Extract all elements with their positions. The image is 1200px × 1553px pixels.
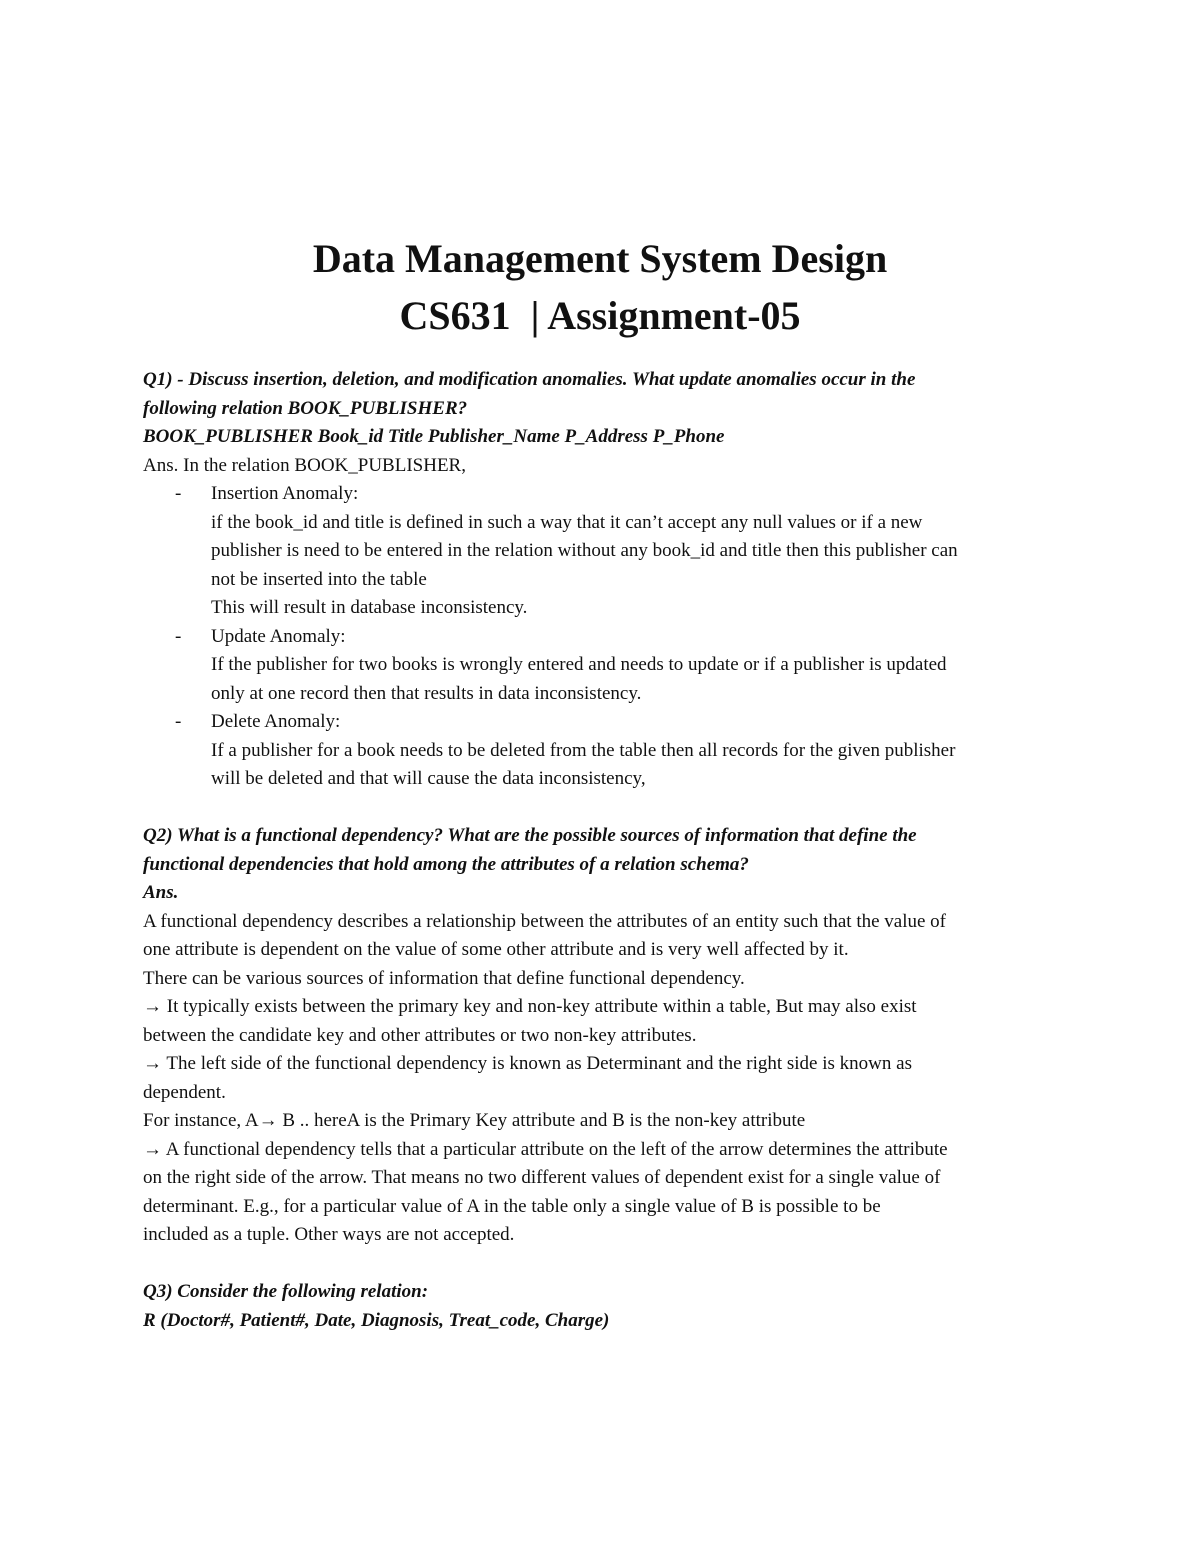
title-line-1: Data Management System Design	[312, 236, 888, 281]
q2-answer-line-8: For instance, A→ B .. hereA is the Primary Key attribute and B is the non-key attribute	[143, 1110, 806, 1131]
delete-anomaly-heading: Delete Anomaly:	[211, 711, 341, 732]
insertion-anomaly-heading: Insertion Anomaly:	[211, 483, 359, 504]
q3-section	[143, 1278, 1073, 1335]
list-item-delete-anomaly	[143, 708, 1073, 794]
delete-anomaly-text-1: If a publisher for a book needs to be deleted from the table then all records for the given publisher	[211, 739, 956, 761]
q2-answer-label: Ans.	[143, 882, 179, 903]
q2-answer-line-6: → The left side of the functional dependency is known as Determinant and the right side is known as	[143, 1053, 912, 1074]
q2-question-line-1: Q2) What is a functional dependency? What are the possible sources of information that define the	[143, 825, 917, 846]
delete-anomaly-text-2: will be deleted and that will cause the data inconsistency,	[211, 768, 646, 789]
q1-answer-intro: Ans. In the relation BOOK_PUBLISHER,	[143, 454, 466, 476]
q3-question-line-1: Q3) Consider the following relation:	[143, 1281, 429, 1302]
section-spacer	[143, 1250, 1073, 1279]
q2-answer-line-4: → It typically exists between the primary key and non-key attribute within a table, But may also exist	[143, 996, 917, 1017]
insertion-anomaly-text-2: publisher is need to be entered in the relation without any book_id and title then this publisher can	[211, 540, 958, 561]
q1-anomaly-list	[143, 480, 1073, 794]
section-spacer	[143, 794, 1073, 823]
q2-answer-line-7: dependent.	[143, 1081, 226, 1103]
q2-answer-line-10: on the right side of the arrow. That means no two different values of dependent exist for a single value of	[143, 1167, 941, 1188]
q1-section	[143, 366, 1073, 794]
q2-answer-line-2: one attribute is dependent on the value of some other attribute and is very well affected by it.	[143, 939, 849, 960]
q1-question-line-2: following relation BOOK_PUBLISHER?	[143, 397, 468, 419]
q3-relation-schema: R (Doctor#, Patient#, Date, Diagnosis, Treat_code, Charge)	[143, 1309, 610, 1331]
q2-answer-line-9: → A functional dependency tells that a particular attribute on the left of the arrow determines the attribute	[143, 1138, 948, 1160]
q2-question-line-2: functional dependencies that hold among the attributes of a relation schema?	[143, 853, 749, 875]
insertion-anomaly-text-3: not be inserted into the table	[211, 568, 427, 590]
list-bullet: -	[175, 711, 182, 732]
update-anomaly-text-2: only at one record then that results in data inconsistency.	[211, 682, 642, 704]
document-body	[143, 366, 1073, 1335]
insertion-anomaly-text-4: This will result in database inconsistency.	[211, 597, 528, 618]
list-bullet: -	[175, 625, 182, 647]
q2-answer-line-3: There can be various sources of information that define functional dependency.	[143, 967, 745, 989]
q2-section	[143, 822, 1073, 1250]
title-line-2: CS631 | Assignment-05	[399, 293, 801, 338]
update-anomaly-heading: Update Anomaly:	[211, 625, 346, 647]
insertion-anomaly-text-1: if the book_id and title is defined in such a way that it can’t accept any null values or if a new	[211, 511, 923, 533]
list-item-update-anomaly	[143, 623, 1073, 709]
document-title	[0, 230, 1200, 344]
q2-answer-line-5: between the candidate key and other attributes or two non-key attributes.	[143, 1024, 697, 1046]
update-anomaly-text-1: If the publisher for two books is wrongly entered and needs to update or if a publisher is updated	[211, 654, 947, 675]
list-item-insertion-anomaly	[143, 480, 1073, 623]
list-bullet: -	[175, 483, 182, 504]
q2-answer-line-12: included as a tuple. Other ways are not accepted.	[143, 1224, 515, 1245]
q2-answer-line-1: A functional dependency describes a relationship between the attributes of an entity such that the value of	[143, 910, 947, 932]
q2-answer-line-11: determinant. E.g., for a particular value of A in the table only a single value of B is possible to be	[143, 1195, 881, 1217]
q1-question-line-1: Q1) - Discuss insertion, deletion, and modification anomalies. What update anomalies occur in the	[143, 369, 916, 390]
q1-relation-schema: BOOK_PUBLISHER Book_id Title Publisher_Name P_Address P_Phone	[143, 426, 725, 447]
